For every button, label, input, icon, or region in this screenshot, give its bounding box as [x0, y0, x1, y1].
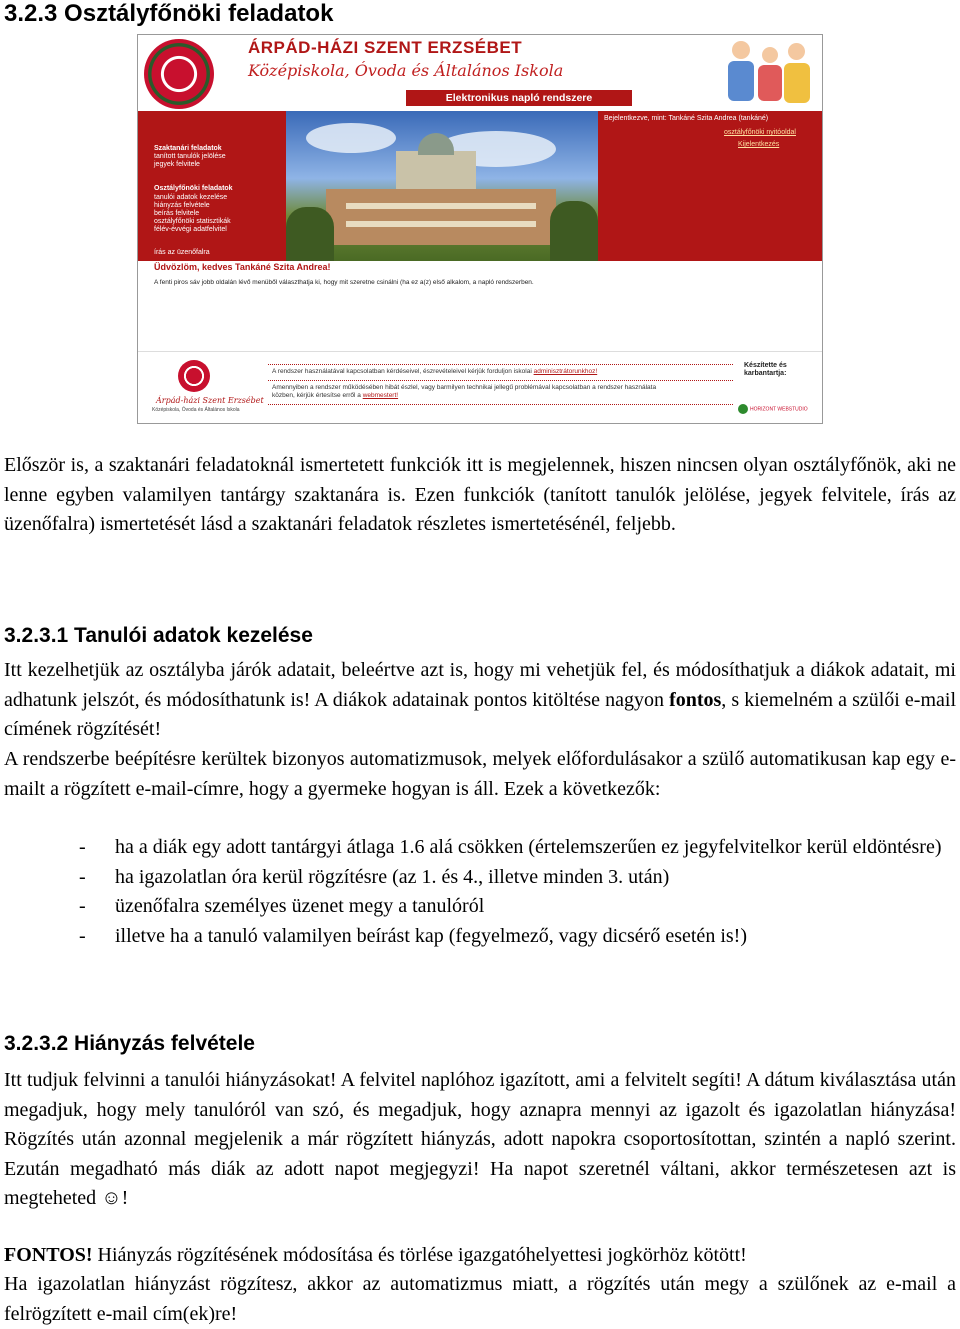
automation-list — [4, 833, 956, 951]
sidebar-heading-osztalyfonoki[interactable]: Osztályfőnöki feladatok — [154, 185, 233, 192]
banner-system-label: Elektronikus napló rendszere — [406, 90, 632, 106]
section-3232-title: 3.2.3.2 Hiányzás felvétele — [4, 1032, 255, 1055]
footer-divider — [268, 364, 733, 365]
admin-link[interactable]: adminisztrátorunkhoz! — [533, 368, 598, 375]
section-3232-paragraph-3: Ha igazolatlan hiányzást rögzítesz, akkor az automatizmus miatt, a rögzítés után megy a szülőnek az e-mail a felrögzített e-mail cím(ek)re! — [4, 1273, 956, 1325]
section-3232-fontos — [4, 1241, 956, 1271]
sidebar-item[interactable]: osztályfőnöki statisztikák — [154, 218, 231, 225]
fontos-label: FONTOS! — [4, 1244, 93, 1266]
list-item-text: üzenőfalra személyes üzenet megy a tanulóról — [115, 895, 485, 917]
footer-line-1-text: A rendszer használatával kapcsolatban kérdéseivel, észrevételeivel kérjük forduljon iskolai — [272, 368, 534, 375]
section-3232-paragraph-1 — [4, 1066, 956, 1214]
sidebar-item[interactable]: félév-évvégi adatfelvitel — [154, 226, 227, 233]
intro-text: A fenti piros sáv jobb oldalán lévő menüből választhatja ki, hogy mit szeretne csinálni (ha ez a(z) első alkalom, a napló rendszerben. — [154, 279, 534, 286]
list-item — [4, 833, 956, 863]
footer-school-sub: Középiskola, Óvoda és Általános Iskola — [152, 407, 240, 413]
footer-school-name: Árpád-házi Szent Erzsébet — [156, 396, 264, 405]
paragraph-text: Itt tudjuk felvinni a tanulói hiányzásokat! A felvitel naplóhoz igazított, ami a felvitelt segíti! A dátum kiválasztása után megadjuk, hogy mely tanulóról van szó, és megadjuk, hogy aznapra mennyi az igazolt és igazolatlan hiányzása! Rögzítés után azonnal megjelenik a már rögzített hiányzás, adott napokra csoportosítottan, szintén a napló szerint. Ezután megadható más diák az adott napot megjegyzi! Ha napot szeretnél váltani, akkor természetesen azt is megteheted — [4, 1069, 956, 1209]
fontos-text: Hiányzás rögzítésének módosítása és törlése igazgatóhelyettesi jogkörhöz kötött! — [92, 1244, 747, 1266]
sidebar-item[interactable]: tanított tanulók jelölése — [154, 153, 226, 160]
footer-line-3 — [272, 392, 398, 400]
list-item-text: ha a diák egy adott tantárgyi átlaga 1.6 alá csökken (értelemszerűen ez jegyfelvitelkor kerül eldöntésre) — [115, 836, 942, 858]
list-item-text: ha igazolatlan óra kerül rögzítésre (az 1. és 4., illetve minden 3. után) — [115, 865, 670, 888]
bullet-dash: - — [79, 865, 86, 888]
webmaster-link[interactable]: webmestert! — [362, 392, 399, 399]
bullet-dash: - — [79, 895, 86, 917]
footer-credit: Készítette és karbantartja: — [744, 362, 787, 377]
smiley-icon: ☺ — [101, 1187, 122, 1209]
sidebar-item[interactable]: írás az üzenőfalra — [154, 249, 210, 256]
paragraph-text: ! — [121, 1187, 129, 1209]
footer-line-3-text: közben, kérjük értesítse erről a — [272, 392, 363, 399]
horizont-logo[interactable]: HORIZONT WEBSTUDIO — [738, 404, 808, 414]
footer-divider — [268, 380, 733, 381]
section-3231-paragraph-2: A rendszerbe beépítésre kerültek bizonyos automatizmusok, melyek előfordulásakor a szülő automatikusan kap egy e-mailt a rögzített e-mail-címre, hogy a gyermeke hogyan is áll. Ezek a következők: — [4, 748, 956, 800]
bullet-dash: - — [79, 836, 86, 858]
logged-in-status: Bejelentkezve, mint: Tankáné Szita Andrea (tankáné) — [604, 115, 769, 122]
paragraph-text: Itt kezelhetjük az osztályba járók adatait, beleértve azt is, hogy mi vehetjük fel, és módosíthatjuk a diákok adatait, mi adhatunk jelszót, és módosíthatunk is! A diákok adatainak pontos kitöltése nagyon — [4, 659, 956, 711]
list-item — [4, 892, 956, 922]
banner — [138, 35, 822, 111]
paragraph-text: , s kiemelném a szülői e-mail címének rögzítését! — [4, 688, 956, 740]
footer-crest-icon — [178, 360, 210, 392]
sidebar-item[interactable]: jegyek felvitele — [154, 161, 200, 168]
children-illustration-icon — [724, 37, 816, 107]
sidebar-heading-szaktanari[interactable]: Szaktanári feladatok — [154, 145, 222, 152]
school-building-photo — [286, 111, 598, 261]
banner-title: ÁRPÁD-HÁZI SZENT ERZSÉBET — [248, 38, 523, 57]
screenshot-footer — [138, 351, 822, 424]
screenshot-user-panel — [598, 111, 822, 261]
sidebar-item[interactable]: tanulói adatok kezelése — [154, 194, 228, 201]
sidebar-item[interactable]: beírás felvitele — [154, 210, 200, 217]
section-title: 3.2.3 Osztályfőnöki feladatok — [4, 0, 334, 27]
welcome-message: Üdvözlöm, kedves Tankáné Szita Andrea! — [154, 262, 331, 272]
banner-subtitle: Középiskola, Óvoda és Általános Iskola — [248, 61, 564, 80]
list-item — [4, 922, 956, 952]
list-item — [4, 863, 956, 893]
footer-divider — [268, 404, 733, 405]
section-3231-paragraph-1 — [4, 656, 956, 745]
emphasis-fontos: fontos — [669, 688, 722, 711]
enaplo-screenshot — [137, 34, 823, 424]
screenshot-sidebar — [138, 111, 286, 261]
footer-line-2: Amennyiben a rendszer működésében hibát észlel, vagy barmilyen technikai jellegű problémával kapcsolatban a rendszer használata — [272, 384, 657, 391]
school-crest-icon — [144, 39, 214, 109]
paragraph-intro: Először is, a szaktanári feladatoknál ismertetett funkciók itt is megjelennek, hiszen nincsen olyan osztályfőnök, aki ne lenne egyben valamilyen tantárgy szaktanára is. Ezen funkciók (tanított tanulók jelölése, jegyek felvitele, írás az üzenőfalra) ismertetését lásd a szaktanári feladatok részletes ismertetésénél, feljebb. — [4, 454, 956, 535]
footer-line-1 — [272, 368, 597, 376]
link-kijelentkezes[interactable]: Kijelentkezés — [738, 141, 780, 148]
list-item-text: illetve ha a tanuló valamilyen beírást kap (fegyelmező, vagy dicsérő esetén is!) — [115, 924, 747, 947]
sidebar-item[interactable]: hiányzás felvétele — [154, 202, 210, 209]
bullet-dash: - — [79, 924, 86, 947]
section-3231-title: 3.2.3.1 Tanulói adatok kezelése — [4, 624, 313, 647]
link-osztalyfonoki-nyitooldal[interactable]: osztályfőnöki nyitóoldal — [724, 129, 796, 136]
